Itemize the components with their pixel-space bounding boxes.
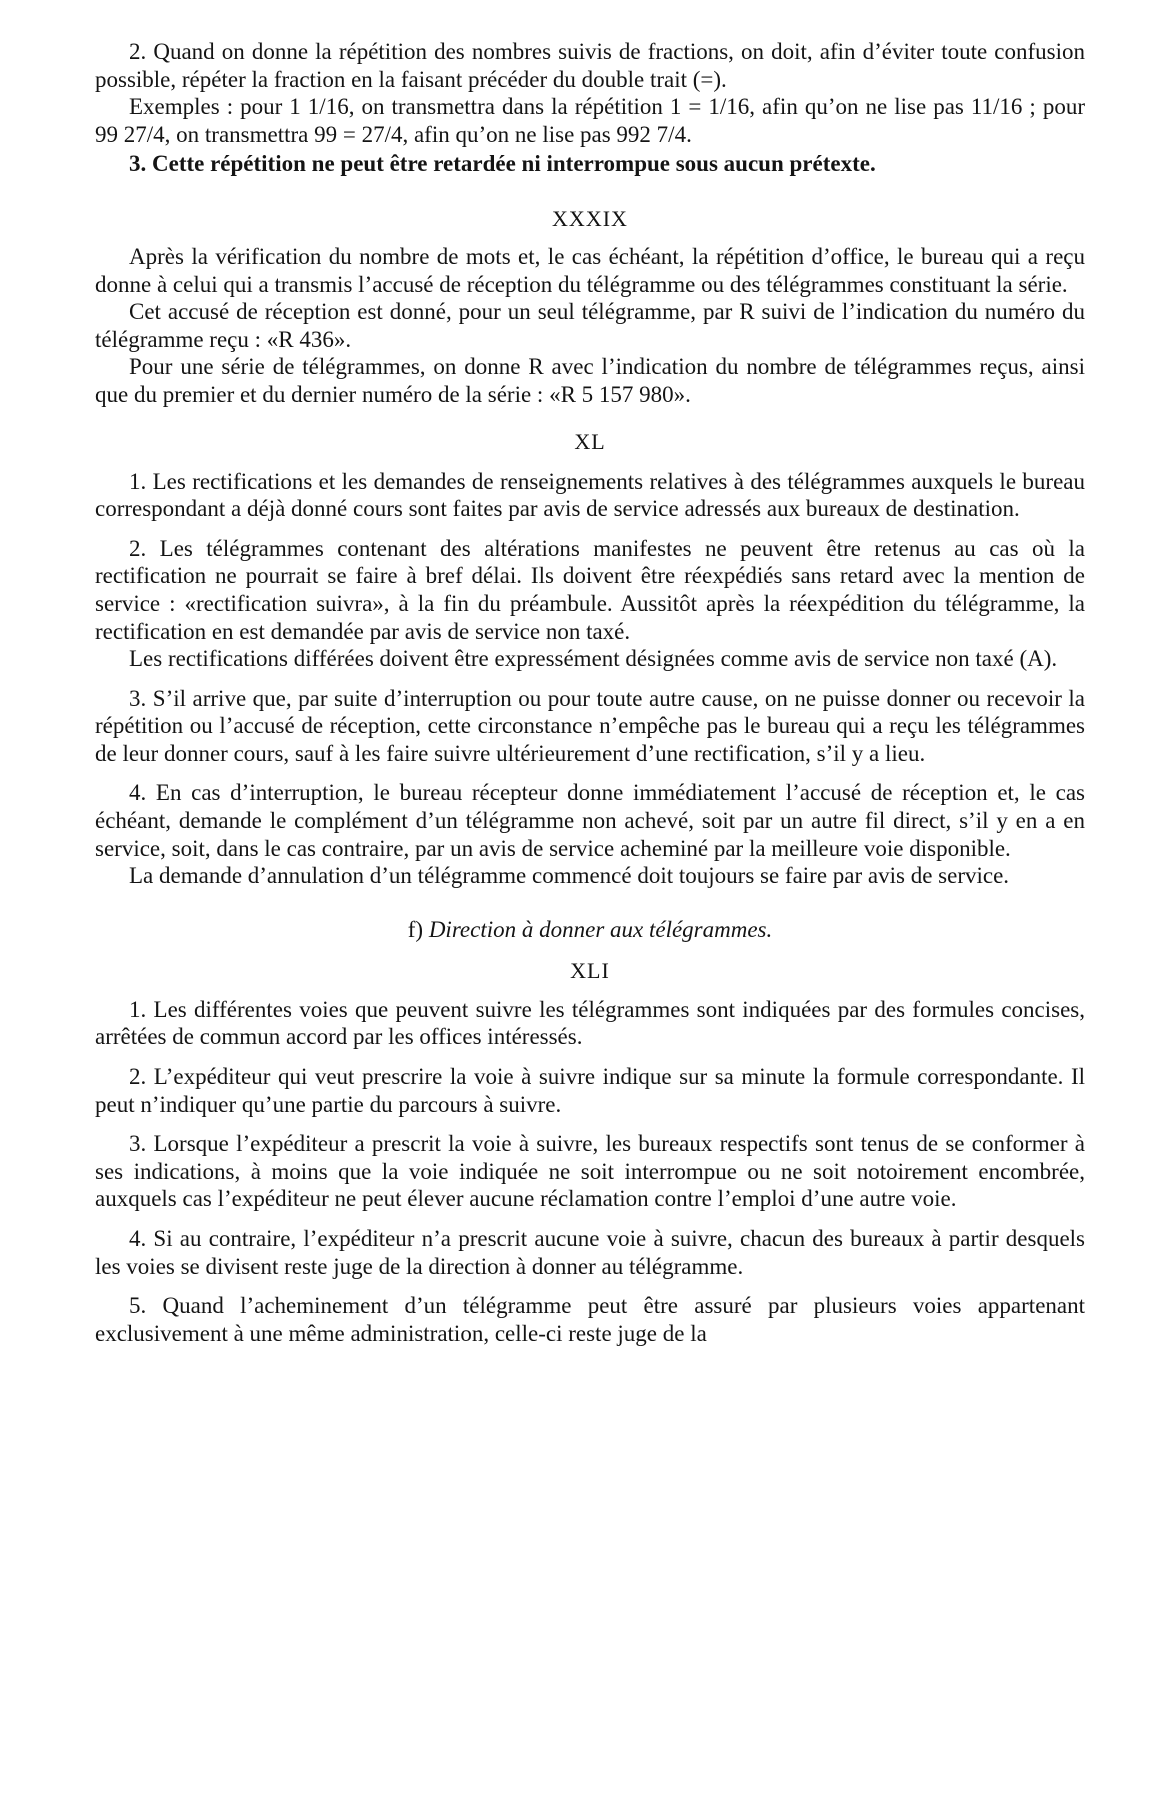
paragraph-xxxix-1: Après la vérification du nombre de mots et, le cas échéant, la répétition d’office, le bureau qui a reçu donne à celui qui a transmis l’accusé de réception du télégramme ou des télégrammes constituant la série. <box>95 243 1085 297</box>
paragraph-xl-item-2-continued: Les rectifications différées doivent être expressément désignées comme avis de service non taxé (A). <box>129 646 1058 672</box>
paragraph-xxxviii-item-3: 3. Cette répétition ne peut être retardée ni interrompue sous aucun prétexte. <box>129 151 876 177</box>
paragraph-xl-item-3: 3. S’il arrive que, par suite d’interruption ou pour toute autre cause, on ne puisse donner ou recevoir la répétition ou l’accusé de réception, cette circonstance n’empêche pas le bureau qui a reçu les télégrammes de leur donner cours, sauf à les faire suivre ultérieurement d’une rectification, s’il y a lieu. <box>95 685 1085 766</box>
paragraph-xxxviii-examples: Exemples : pour 1 1/16, on transmettra dans la répétition 1 = 1/16, afin qu’on ne lise pas 11/16 ; pour 99 27/4, on transmettra 99 = 27/4, afin qu’on ne lise pas 992 7/4. <box>95 94 1085 147</box>
paragraph-xxxix-3: Pour une série de télégrammes, on donne R avec l’indication du nombre de télégrammes reçus, ainsi que du premier et du dernier numéro de la série : «R 5 157 980». <box>95 354 1085 407</box>
paragraph-xl-item-4-continued: La demande d’annulation d’un télégramme commencé doit toujours se faire par avis de service. <box>129 863 1010 889</box>
paragraph-xli-item-1: 1. Les différentes voies que peuvent suivre les télégrammes sont indiquées par des formules concises, arrêtées de commun accord par les offices intéressés. <box>95 996 1085 1050</box>
paragraph-xli-item-2: 2. L’expéditeur qui veut prescrire la voie à suivre indique sur sa minute la formule correspondante. Il peut n’indiquer qu’une partie du parcours à suivre. <box>95 1064 1085 1117</box>
paragraph-xl-item-2: 2. Les télégrammes contenant des altérations manifestes ne peuvent être retenus au cas où la rectification ne pourrait se faire à bref délai. Ils doivent être réexpédiés sans retard avec la mention de service : «rectification suivra», à la fin du préambule. Aussitôt après la réexpédition du télégramme, la rectification en est demandée par avis de service non taxé. <box>95 535 1085 644</box>
paragraph-xli-item-5: 5. Quand l’acheminement d’un télégramme peut être assuré par plusieurs voies appartenant exclusivement à une même administration, celle-ci reste juge de la <box>95 1293 1085 1346</box>
heading-xli: XLI <box>570 957 610 983</box>
paragraph-xxxix-2: Cet accusé de réception est donné, pour un seul télégramme, par R suivi de l’indication du numéro du télégramme reçu : «R 436». <box>95 299 1085 352</box>
heading-xl: XL <box>574 428 606 454</box>
subsection-title-direction <box>95 916 1085 943</box>
paragraph-xl-item-4: 4. En cas d’interruption, le bureau récepteur donne immédiatement l’accusé de réception et, le cas échéant, demande le complément d’un télégramme non achevé, soit par un autre fil direct, s’il y en a en service, soit, dans le cas contraire, par un avis de service acheminé par la meilleure voie disponible. <box>95 780 1085 861</box>
document-page <box>95 38 1085 1347</box>
paragraph-xxxviii-item-2: 2. Quand on donne la répétition des nombres suivis de fractions, on doit, afin d’éviter toute confusion possible, répéter la fraction en la faisant précéder du double trait (=). <box>95 39 1085 92</box>
subsection-title-text: Direction à donner aux télégrammes. <box>428 916 773 942</box>
subsection-marker: f) <box>407 916 424 942</box>
paragraph-xli-item-4: 4. Si au contraire, l’expéditeur n’a prescrit aucune voie à suivre, chacun des bureaux à partir desquels les voies se divisent reste juge de la direction à donner au télégramme. <box>95 1226 1085 1279</box>
paragraph-xli-item-3: 3. Lorsque l’expéditeur a prescrit la voie à suivre, les bureaux respectifs sont tenus de se conformer à ses indications, à moins que la voie indiquée ne soit interrompue ou ne soit notoirement encombrée, auxquels cas l’expéditeur ne peut élever aucune réclamation contre l’emploi d’une autre voie. <box>95 1131 1085 1212</box>
paragraph-xl-item-1: 1. Les rectifications et les demandes de renseignements relatives à des télégrammes auxquels le bureau correspondant a déjà donné cours sont faites par avis de service adressés aux bureaux de destination. <box>95 468 1085 522</box>
heading-xxxix: XXXIX <box>552 205 628 231</box>
